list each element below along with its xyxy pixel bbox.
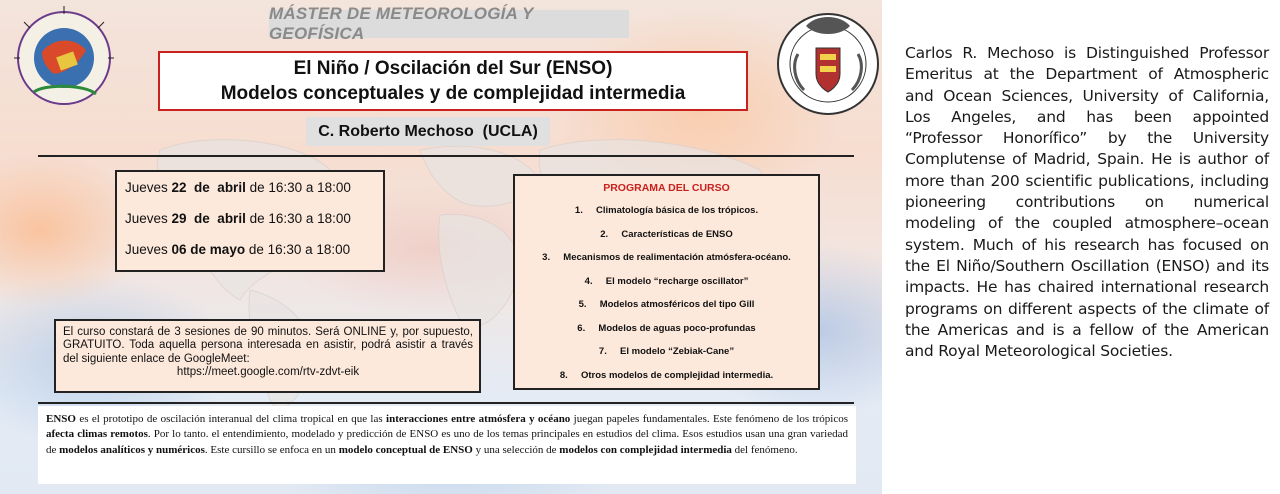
- course-program-box: [513, 174, 820, 390]
- program-item-7: 7. El modelo “Zebiak-Cane”: [598, 346, 735, 357]
- speaker-biography: Carlos R. Mechoso is Distinguished Professor Emeritus at the Department of Atmospheric and Ocean Sciences, University of California, Los Angeles, and has been appointed “Professor Honorífico” by the University Complutense of Madrid, Spain. He is author of more than 200 scientific publications, including pioneering contributions on numerical modeling of the coupled atmosphere–ocean system. Much of his research has focused on the El Niño/Southern Oscillation (ENSO) and its impacts. He has chaired international research programs on different aspects of the climate of the Americas and is a fellow of the American and Royal Meteorological Societies.: [905, 44, 1269, 361]
- divider-top: [38, 155, 854, 157]
- speaker-name: C. Roberto Mechoso (UCLA): [306, 117, 550, 146]
- enso-summary: ENSO es el prototipo de oscilación interanual del clima tropical en que las interacciones entre atmósfera y océano juegan papeles fundamentales. Este fenómeno de los trópicos afecta climas remotos. Por lo tanto. el entendimiento, modelado y predicción de ENSO es uno de los temas principales en estudios del clima. Esos estudios usan una gran variedad de modelos analíticos y numéricos. Este cursillo se enfoca en un modelo conceptual de ENSO y una selección de modelos con complejidad intermedia del fenómeno.: [38, 406, 856, 484]
- masters-banner: MÁSTER DE METEOROLOGÍA Y GEOFÍSICA: [269, 10, 629, 38]
- program-title: PROGRAMA DEL CURSO: [603, 182, 730, 194]
- course-title-line-1: El Niño / Oscilación del Sur (ENSO): [293, 58, 613, 79]
- course-info-text: El curso constará de 3 sesiones de 90 minutos. Será ONLINE y, por supuesto, GRATUITO. Toda aquella persona interesada en asistir, podrá asistir a través del siguiente enlace de GoogleMeet:: [63, 326, 473, 365]
- program-item-6: 6. Modelos de aguas poco-profundas: [577, 322, 756, 334]
- university-seal: [776, 4, 880, 120]
- session-date-3: Jueves 06 de mayo de 16:30 a 18:00: [125, 242, 351, 257]
- program-item-4: 4. El modelo “recharge oscillator”: [584, 275, 749, 287]
- program-item-8: 8. Otros modelos de complejidad intermedia.: [559, 369, 774, 381]
- course-title-line-2: Modelos conceptuales y de complejidad intermedia: [220, 83, 686, 104]
- google-meet-link[interactable]: https://meet.google.com/rtv-zdvt-eik: [176, 365, 360, 378]
- session-dates-box: [115, 170, 385, 272]
- program-item-3: 3. Mecanismos de realimentación atmósfera-océano.: [542, 252, 791, 263]
- course-info-box: [54, 319, 481, 393]
- program-item-2: 2. Características de ENSO: [600, 228, 733, 240]
- course-title-box: [158, 51, 748, 111]
- divider-bottom: [38, 402, 854, 404]
- program-item-5: 5. Modelos atmosféricos del tipo Gill: [578, 299, 755, 310]
- masters-program-logo: [4, 2, 126, 114]
- session-date-2: Jueves 29 de abril de 16:30 a 18:00: [125, 211, 351, 226]
- program-item-1: 1. Climatología básica de los trópicos.: [574, 205, 759, 216]
- session-date-1: Jueves 22 de abril de 16:30 a 18:00: [125, 180, 351, 195]
